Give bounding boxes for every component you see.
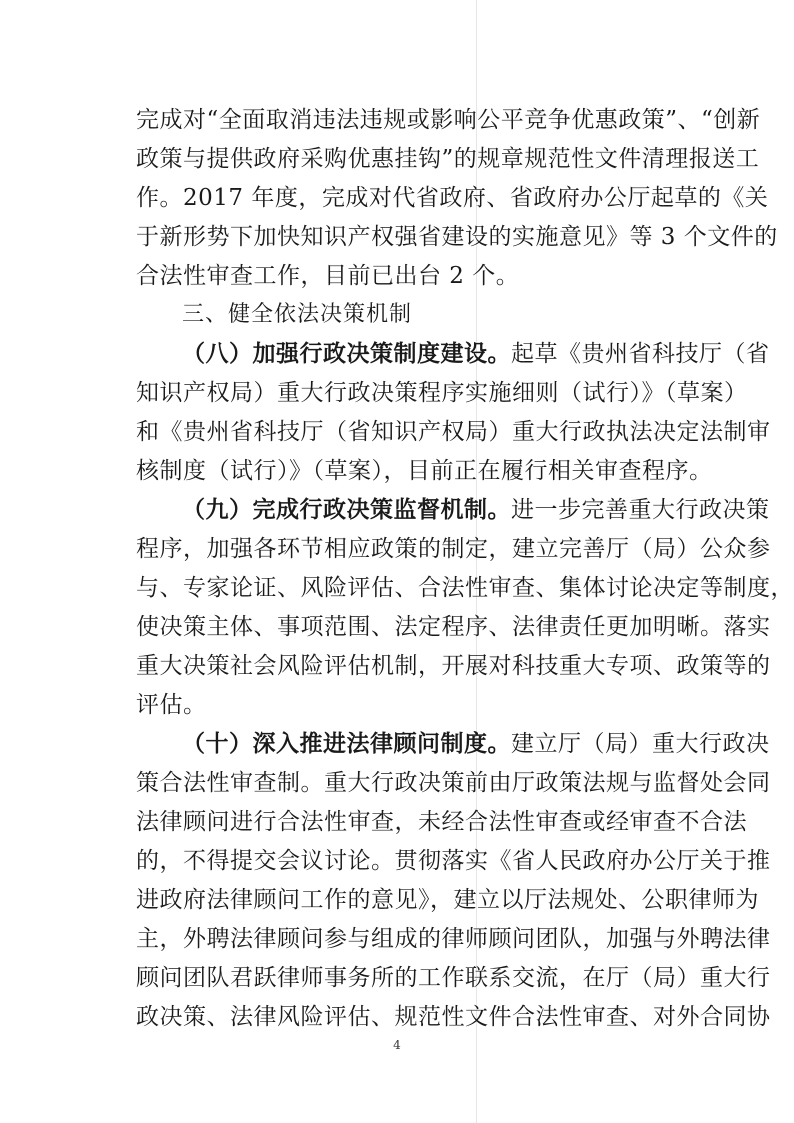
section-heading: 三、健全依法决策机制 — [182, 302, 413, 327]
text-line: 进政府法律顾问工作的意见》，建立以厅法规处、公职律师为 — [136, 887, 759, 913]
text-line: 顾问团队君跃律师事务所的工作联系交流，在厅（局）重大行 — [136, 965, 771, 991]
item-text: 进一步完善重大行政决策 — [511, 497, 770, 523]
text-line: 使决策主体、事项范围、法定程序、法律责任更加明晰。落实 — [136, 614, 771, 640]
text-line: 评估。 — [136, 692, 207, 718]
text-line: 和《贵州省科技厅（省知识产权局）重大行政执法决定法制审 — [136, 419, 771, 445]
item-heading: （八）加强行政决策制度建设。 — [182, 341, 511, 367]
item-text: 起草《贵州省科技厅（省 — [511, 341, 770, 367]
item-heading: （九）完成行政决策监督机制。 — [182, 497, 511, 523]
text-line: 作。2017 年度，完成对代省政府、省政府办公厅起草的《关 — [136, 185, 769, 211]
text-line: 主，外聘法律顾问参与组成的律师顾问团队，加强与外聘法律 — [136, 926, 771, 952]
text-line: 政策与提供政府采购优惠挂钩”的规章规范性文件清理报送工 — [136, 146, 760, 172]
item-text: 建立厅（局）重大行政决 — [511, 731, 770, 757]
text-line: 法律顾问进行合法性审查，未经合法性审查或经审查不合法 — [136, 809, 747, 835]
text-line: 与、专家论证、风险评估、合法性审查、集体讨论决定等制度， — [136, 575, 794, 601]
text-line: 于新形势下加快知识产权强省建设的实施意见》等 3 个文件的 — [136, 224, 778, 250]
text-line: 政决策、法律风险评估、规范性文件合法性审查、对外合同协 — [136, 1004, 771, 1030]
text-line: 重大决策社会风险评估机制，开展对科技重大专项、政策等的 — [136, 653, 771, 679]
text-line — [182, 728, 770, 760]
text-line: 核制度（试行）》（草案），目前正在履行相关审查程序。 — [136, 458, 713, 484]
text-line — [182, 494, 770, 526]
text-line: 程序，加强各环节相应政策的制定，建立完善厅（局）公众参 — [136, 536, 771, 562]
text-line: 的，不得提交会议讨论。贯彻落实《省人民政府办公厅关于推 — [136, 848, 771, 874]
text-line: 完成对“全面取消违法违规或影响公平竞争优惠政策”、“创新 — [136, 107, 761, 133]
text-line: 知识产权局）重大行政决策程序实施细则（试行）》（草案） — [136, 380, 748, 406]
text-line: 策合法性审查制。重大行政决策前由厅政策法规与监督处会同 — [136, 770, 771, 796]
text-line: 合法性审查工作，目前已出台 2 个。 — [136, 263, 520, 289]
item-heading: （十）深入推进法律顾问制度。 — [182, 731, 511, 757]
text-line — [182, 338, 770, 370]
page-number: 4 — [393, 1038, 401, 1052]
